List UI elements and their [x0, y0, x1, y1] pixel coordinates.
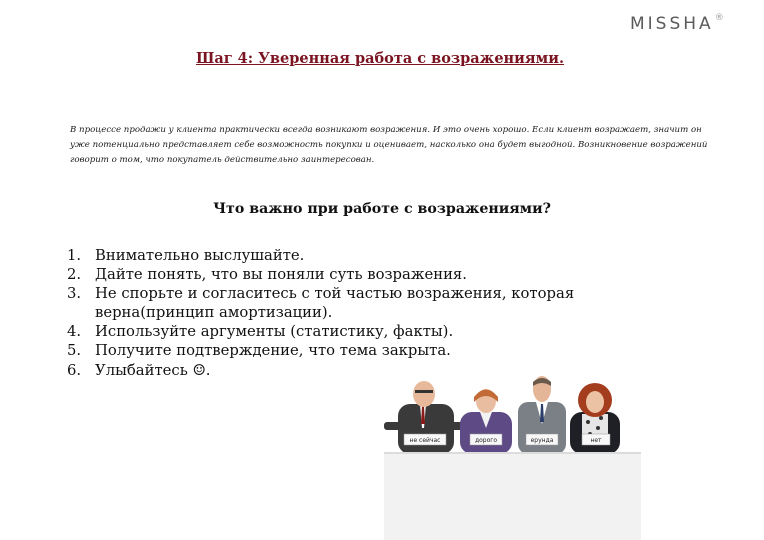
table	[384, 452, 641, 540]
list-item-text: Дайте понять, что вы поняли суть возражения.	[95, 266, 467, 284]
sign-text: нет	[590, 437, 602, 444]
logo-trademark-icon: ®	[714, 13, 724, 23]
list-item-text: Улыбайтесь ☺.	[95, 361, 211, 379]
list-item-text: Получите подтверждение, что тема закрыта.	[95, 342, 451, 360]
logo-text: MISSHA	[630, 14, 714, 34]
sign-text: дорого	[474, 437, 498, 444]
list-item-text: Внимательно выслушайте.	[95, 247, 305, 264]
sign-1	[404, 434, 446, 445]
panel-illustration	[384, 372, 641, 540]
list-item-number: 4.	[67, 323, 82, 341]
tips-list	[67, 246, 627, 380]
sign-text: не сейчас	[409, 437, 441, 444]
sign-text: ерунда	[530, 437, 554, 444]
sign-2	[470, 434, 502, 445]
list-item-number: 6.	[67, 361, 82, 379]
sign-4	[582, 434, 610, 445]
list-item	[67, 284, 627, 322]
list-item	[67, 322, 627, 341]
intro-paragraph: В процессе продажи у клиента практически всегда возникают возражения. И это очень хорошо. Если клиент возражает, значит он уже потенциально представляет себе возможность покупки и оценивает, насколько она будет выгодной. Возникновение возражений говорит о том, что покупатель действительно заинтересован.	[70, 125, 708, 165]
slide-title: Шаг 4: Уверенная работа с возражениями.	[195, 50, 565, 67]
list-item-number: 2.	[67, 266, 82, 284]
list-item-number: 5.	[67, 342, 82, 360]
list-item-text: Не спорьте и согласитесь с той частью возражения, которая верна(принцип амортизации).	[95, 285, 575, 322]
list-item	[67, 265, 627, 284]
list-item-text: Используйте аргументы (статистику, факты).	[95, 323, 454, 341]
missha-logo	[630, 14, 724, 34]
sign-3	[526, 434, 558, 445]
list-item	[67, 341, 627, 360]
section-question: Что важно при работе с возражениями?	[213, 201, 551, 217]
list-item-number: 1.	[67, 247, 82, 264]
list-item	[67, 246, 627, 265]
list-item-number: 3.	[67, 285, 82, 303]
